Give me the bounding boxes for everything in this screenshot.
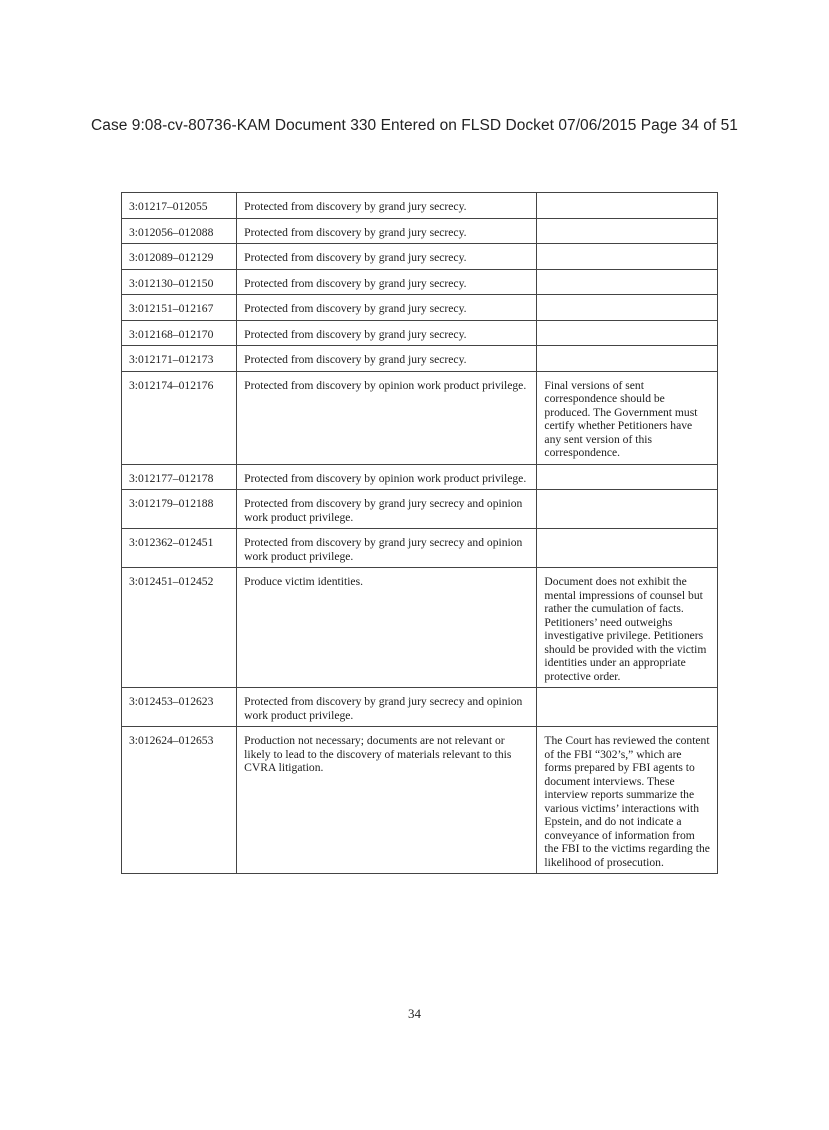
comment-cell	[537, 269, 718, 295]
ruling-cell: Production not necessary; documents are not relevant or likely to lead to the discovery of materials relevant to this CVRA litigation.	[237, 727, 537, 874]
comment-cell: Document does not exhibit the mental impressions of counsel but rather the cumulation of facts. Petitioners’ need outweighs investigative privilege. Petitioners should be provided with the victim identities under an appropriate protective order.	[537, 568, 718, 688]
table-row	[122, 218, 718, 244]
comment-cell	[537, 346, 718, 372]
comment-cell	[537, 464, 718, 490]
case-header: Case 9:08-cv-80736-KAM Document 330 Entered on FLSD Docket 07/06/2015 Page 34 of 51	[91, 117, 738, 134]
page-number: 34	[408, 1006, 421, 1021]
comment-cell	[537, 320, 718, 346]
bates-range-cell: 3:012056–012088	[122, 218, 237, 244]
ruling-cell: Protected from discovery by grand jury secrecy and opinion work product privilege.	[237, 490, 537, 529]
ruling-cell: Protected from discovery by grand jury secrecy.	[237, 193, 537, 219]
ruling-cell: Produce victim identities.	[237, 568, 537, 688]
ruling-cell: Protected from discovery by grand jury secrecy and opinion work product privilege.	[237, 688, 537, 727]
table-row	[122, 269, 718, 295]
bates-range-cell: 3:012179–012188	[122, 490, 237, 529]
privilege-log-body	[122, 193, 718, 874]
table-row	[122, 346, 718, 372]
bates-range-cell: 3:012451–012452	[122, 568, 237, 688]
ruling-cell: Protected from discovery by grand jury secrecy.	[237, 295, 537, 321]
comment-cell	[537, 529, 718, 568]
bates-range-cell: 3:01217–012055	[122, 193, 237, 219]
table-row	[122, 371, 718, 464]
comment-cell: Final versions of sent correspondence should be produced. The Government must certify whether Petitioners have any sent version of this correspondence.	[537, 371, 718, 464]
table-row	[122, 727, 718, 874]
bates-range-cell: 3:012362–012451	[122, 529, 237, 568]
comment-cell	[537, 193, 718, 219]
table-row	[122, 464, 718, 490]
ruling-cell: Protected from discovery by grand jury secrecy.	[237, 346, 537, 372]
comment-cell	[537, 295, 718, 321]
bates-range-cell: 3:012130–012150	[122, 269, 237, 295]
ruling-cell: Protected from discovery by grand jury secrecy and opinion work product privilege.	[237, 529, 537, 568]
comment-cell	[537, 688, 718, 727]
bates-range-cell: 3:012089–012129	[122, 244, 237, 270]
comment-cell	[537, 490, 718, 529]
table-row	[122, 193, 718, 219]
ruling-cell: Protected from discovery by grand jury secrecy.	[237, 218, 537, 244]
ruling-cell: Protected from discovery by grand jury secrecy.	[237, 320, 537, 346]
privilege-log-table	[121, 192, 718, 874]
ruling-cell: Protected from discovery by opinion work product privilege.	[237, 464, 537, 490]
bates-range-cell: 3:012624–012653	[122, 727, 237, 874]
bates-range-cell: 3:012177–012178	[122, 464, 237, 490]
table-row	[122, 320, 718, 346]
bates-range-cell: 3:012174–012176	[122, 371, 237, 464]
table-row	[122, 568, 718, 688]
table-row	[122, 490, 718, 529]
table-row	[122, 688, 718, 727]
table-row	[122, 529, 718, 568]
comment-cell	[537, 218, 718, 244]
bates-range-cell: 3:012453–012623	[122, 688, 237, 727]
ruling-cell: Protected from discovery by grand jury secrecy.	[237, 244, 537, 270]
ruling-cell: Protected from discovery by opinion work product privilege.	[237, 371, 537, 464]
ruling-cell: Protected from discovery by grand jury secrecy.	[237, 269, 537, 295]
bates-range-cell: 3:012168–012170	[122, 320, 237, 346]
table-row	[122, 244, 718, 270]
comment-cell: The Court has reviewed the content of the FBI “302’s,” which are forms prepared by FBI agents to document interviews. These interview reports summarize the various victims’ interactions with Epstein, and do not indicate a conveyance of information from the FBI to the victims regarding the likelihood of prosecution.	[537, 727, 718, 874]
table-row	[122, 295, 718, 321]
bates-range-cell: 3:012171–012173	[122, 346, 237, 372]
comment-cell	[537, 244, 718, 270]
bates-range-cell: 3:012151–012167	[122, 295, 237, 321]
